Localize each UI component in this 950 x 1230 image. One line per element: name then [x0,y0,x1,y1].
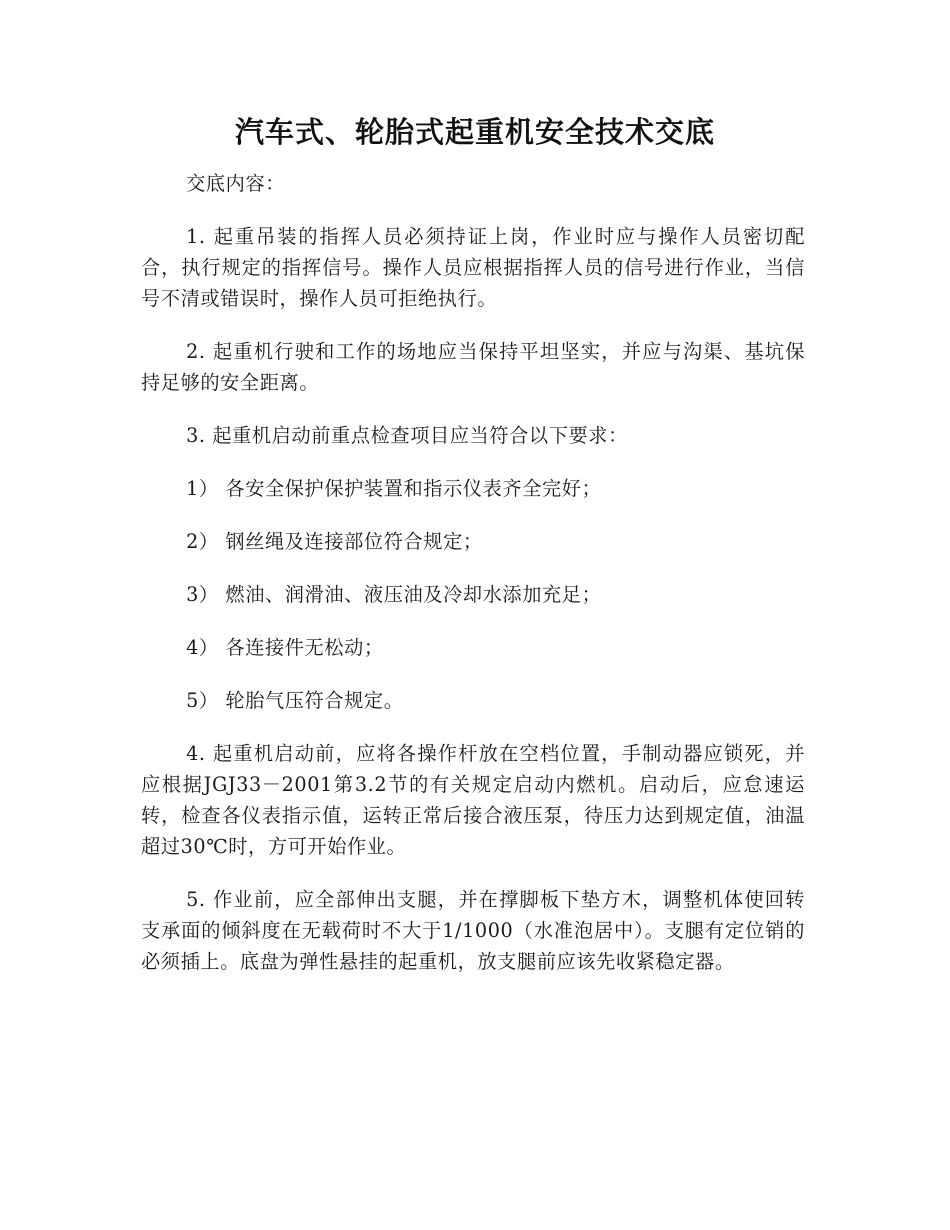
list-item-2: 2） 钢丝绳及连接部位符合规定； [186,530,483,553]
list-item-4: 4） 各连接件无松动； [186,636,384,659]
list-item-3: 3） 燃油、润滑油、液压油及冷却水添加充足； [186,583,602,606]
paragraph-3: 3. 起重机启动前重点检查项目应当符合以下要求： [186,424,628,447]
document-title: 汽车式、轮胎式起重机安全技术交底 [234,115,715,149]
paragraph-1: 1. 起重吊装的指挥人员必须持证上岗，作业时应与操作人员密切配合，执行规定的指挥信号。操作人员应根据指挥人员的信号进行作业，当信号不清或错误时，操作人员可拒绝执行。 [141,225,805,310]
document-body [141,168,805,999]
intro-paragraph: 交底内容： [186,172,286,195]
paragraph-4: 4. 起重机启动前，应将各操作杆放在空档位置，手制动器应锁死，并应根据JGJ33－2001第3.2节的有关规定启动内燃机。启动后，应怠速运转，检查各仪表指示值，运转正常后接合液压泵，待压力达到规定值，油温超过30℃时，方可开始作业。 [141,742,805,858]
list-item-1: 1） 各安全保护保护装置和指示仪表齐全完好； [186,477,602,500]
paragraph-2: 2. 起重机行驶和工作的场地应当保持平坦坚实，并应与沟渠、基坑保持足够的安全距离。 [141,340,805,394]
paragraph-5: 5. 作业前，应全部伸出支腿，并在撑脚板下垫方木，调整机体使回转支承面的倾斜度在无载荷时不大于1/1000（水准泡居中）。支腿有定位销的必须插上。底盘为弹性悬挂的起重机，放支腿前应该先收紧稳定器。 [141,888,805,973]
list-item-5: 5） 轮胎气压符合规定。 [186,689,404,712]
